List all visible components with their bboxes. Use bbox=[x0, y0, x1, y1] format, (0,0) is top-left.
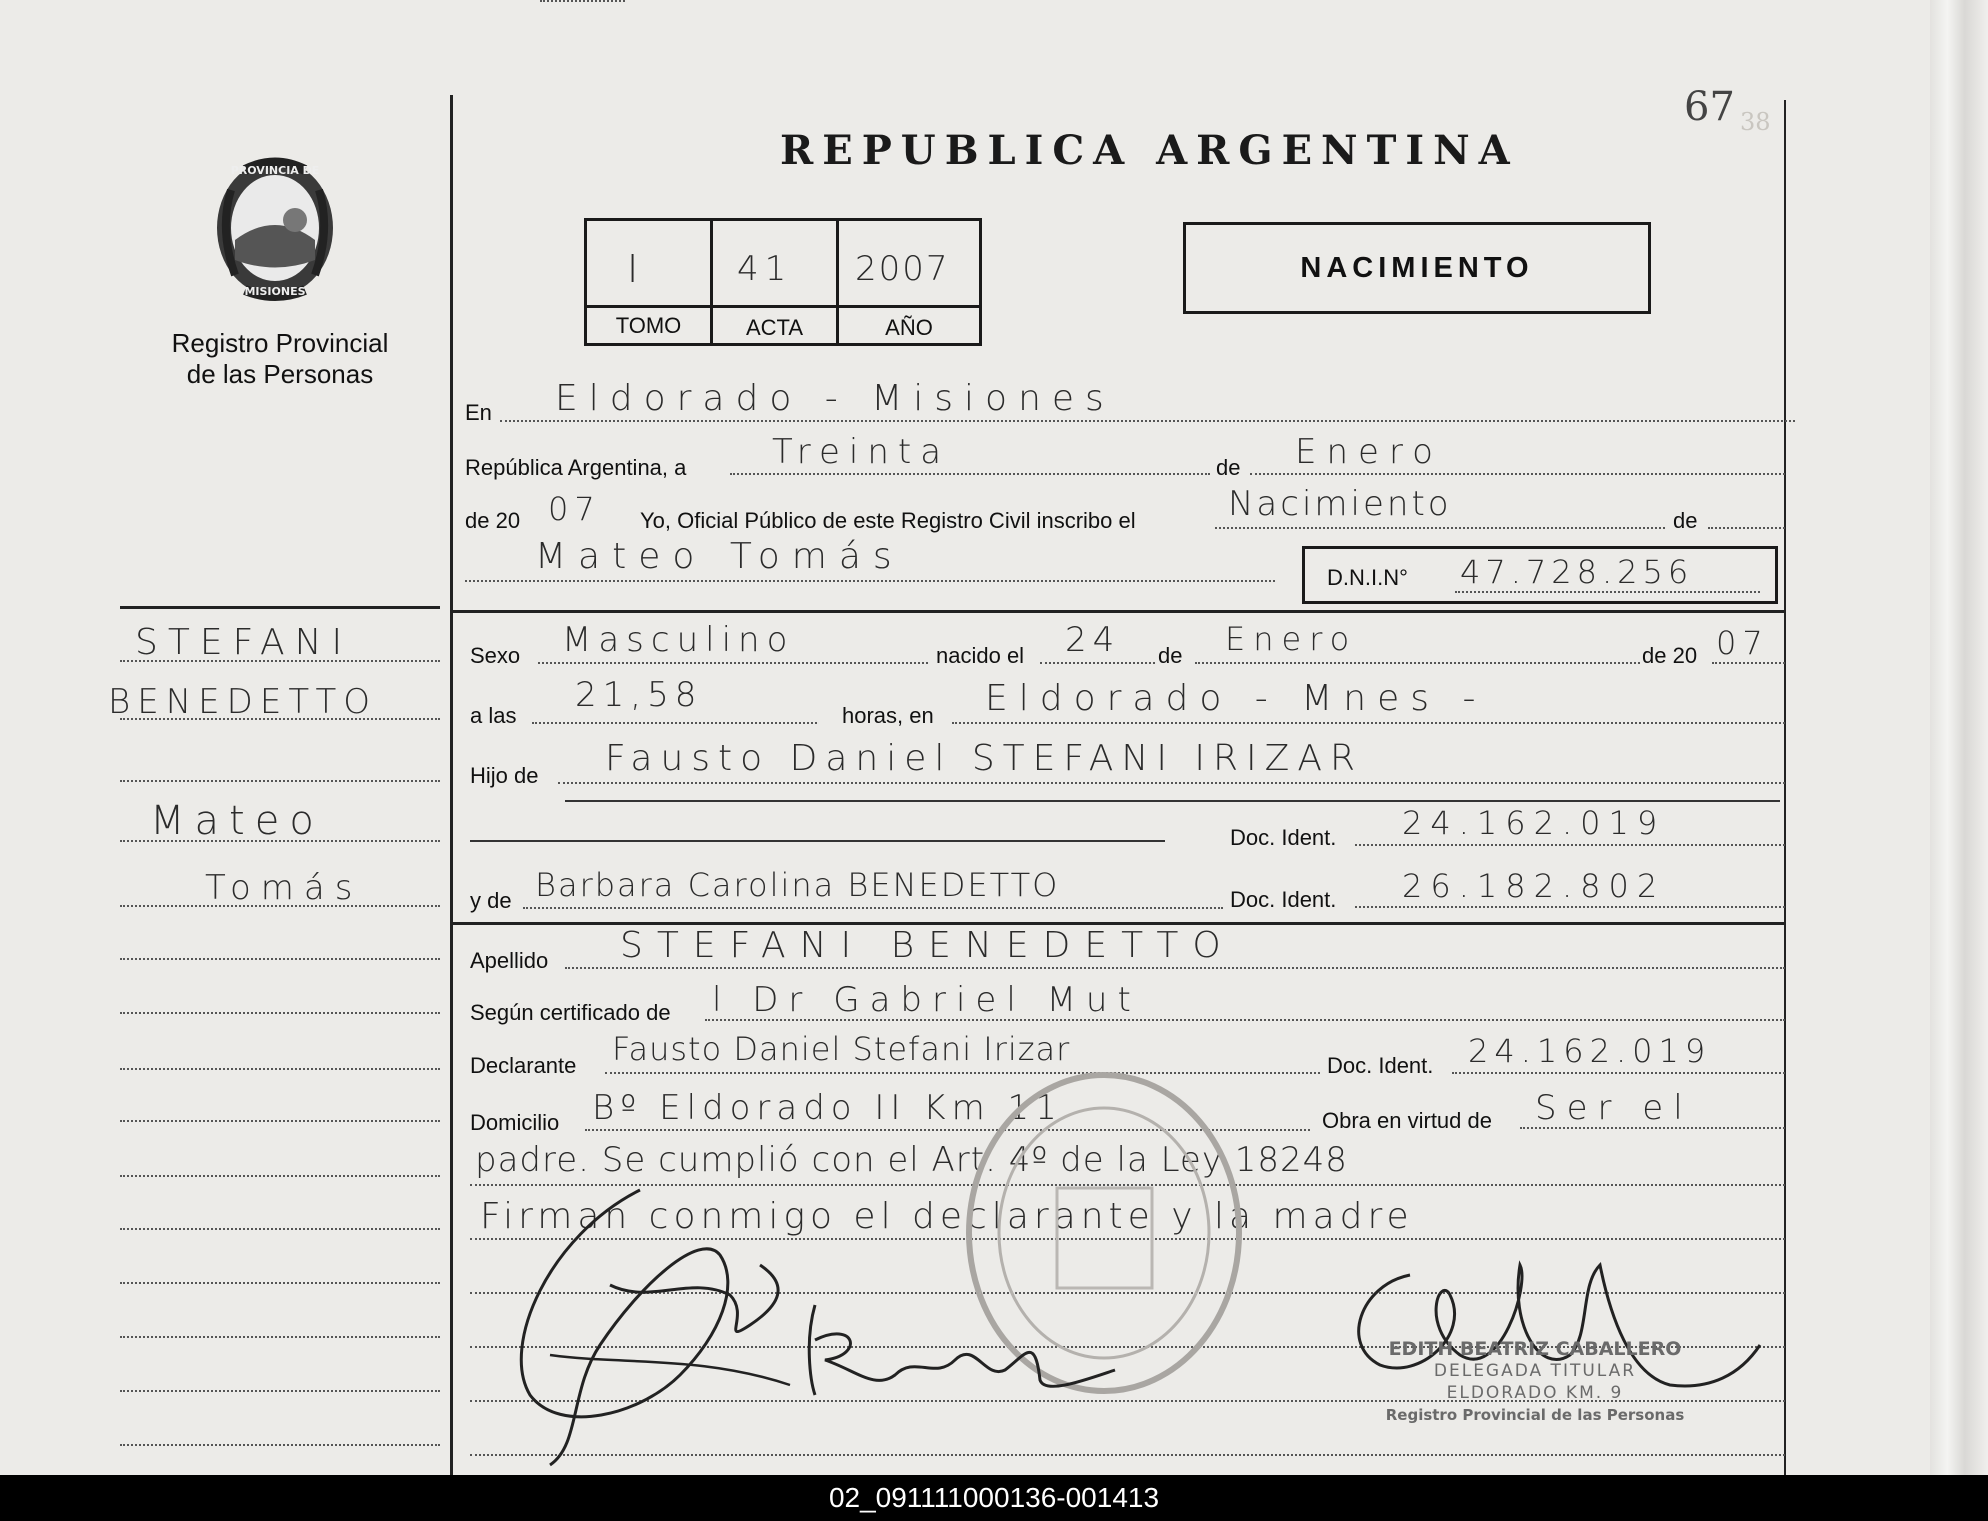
seal-bottom-text: MISIONES bbox=[244, 285, 306, 298]
field-line bbox=[952, 722, 1785, 724]
year-value: 07 bbox=[548, 490, 601, 528]
margin-line bbox=[120, 1444, 440, 1446]
birth-year-value: 07 bbox=[1716, 624, 1769, 662]
field-line bbox=[465, 580, 1275, 582]
field-line bbox=[1250, 473, 1785, 475]
act-type-box bbox=[1183, 222, 1651, 314]
page-number-ghost: 38 bbox=[1740, 108, 1771, 136]
dni-label: D.N.I.N° bbox=[1327, 565, 1408, 590]
doc-ident-label-mother: Doc. Ident. bbox=[1230, 887, 1337, 912]
field-line bbox=[532, 722, 817, 724]
page-number: 67 bbox=[1684, 84, 1735, 130]
surname-value: STEFANI BENEDETTO bbox=[620, 925, 1235, 966]
seal-top-text: PROVINCIA DE bbox=[230, 164, 320, 177]
reason-value: Ser el bbox=[1535, 1088, 1693, 1128]
obra-label: Obra en virtud de bbox=[1322, 1108, 1492, 1133]
act-type-label: NACIMIENTO bbox=[1300, 252, 1534, 284]
de-label-2: de bbox=[1673, 508, 1698, 533]
official-stamp bbox=[1335, 1338, 1735, 1426]
nacido-label: nacido el bbox=[936, 643, 1025, 668]
margin-line bbox=[120, 780, 440, 782]
doc-ident-label-declarant: Doc. Ident. bbox=[1327, 1053, 1434, 1078]
field-line bbox=[1355, 906, 1785, 908]
right-margin-rule bbox=[1784, 100, 1786, 1475]
field-line bbox=[538, 662, 928, 664]
reason-line-2: padre. Se cumplió con el Art. 4º de la Ley 18248 bbox=[475, 1140, 1348, 1180]
act-value: Nacimiento bbox=[1228, 484, 1452, 524]
field-line bbox=[1452, 1072, 1785, 1074]
ano-label: AÑO bbox=[885, 315, 933, 340]
field-line bbox=[558, 782, 1785, 784]
field-line bbox=[1215, 527, 1665, 529]
record-number-box bbox=[584, 218, 982, 346]
doc-ident-label-father: Doc. Ident. bbox=[1230, 825, 1337, 850]
stamp-line-4: Registro Provincial de las Personas bbox=[1385, 1406, 1685, 1424]
father-doc-value: 24.162.019 bbox=[1402, 804, 1666, 842]
margin-line bbox=[120, 1390, 440, 1392]
sexo-label: Sexo bbox=[470, 643, 521, 668]
declarant-value: Fausto Daniel Stefani Irizar bbox=[612, 1030, 1071, 1068]
mother-doc-value: 26.182.802 bbox=[1402, 867, 1666, 905]
reason-line-3: Firman conmigo el declarante y la madre bbox=[480, 1196, 1414, 1237]
father-rule bbox=[565, 800, 1780, 802]
tomo-value: I bbox=[627, 247, 645, 291]
field-line bbox=[1195, 662, 1640, 664]
field-line bbox=[565, 967, 1785, 969]
stamp-line-1: EDITH BEATRIZ CABALLERO bbox=[1388, 1338, 1682, 1360]
apellido-label: Apellido bbox=[470, 948, 549, 973]
section-rule bbox=[452, 610, 1784, 613]
year-prefix-label: de 20 bbox=[465, 508, 521, 533]
month-value: Enero bbox=[1295, 432, 1443, 472]
place-value: Eldorado - Misiones bbox=[555, 378, 1115, 419]
margin-line bbox=[120, 1012, 440, 1014]
birth-hour-value: 21,58 bbox=[575, 675, 703, 715]
domicile-value: Bº Eldorado II Km 11 bbox=[592, 1088, 1063, 1128]
acta-label: ACTA bbox=[745, 315, 804, 340]
alas-label: a las bbox=[470, 703, 517, 728]
margin-line bbox=[120, 1068, 440, 1070]
de-label-3: de bbox=[1158, 643, 1183, 668]
birth-month-value: Enero bbox=[1225, 620, 1358, 658]
child-name-value: Mateo Tomás bbox=[535, 536, 904, 577]
country-title: REPUBLICA ARGENTINA bbox=[780, 127, 1519, 174]
official-text: Yo, Oficial Público de este Registro Civil inscribo el bbox=[640, 508, 1136, 533]
yde-label: y de bbox=[470, 888, 512, 913]
registry-line-1: Registro Provincial bbox=[171, 328, 389, 358]
margin-top-rule bbox=[120, 606, 440, 609]
dni-box bbox=[1302, 546, 1778, 604]
field-line bbox=[1708, 527, 1785, 529]
certificate-value: l Dr Gabriel Mut bbox=[712, 980, 1141, 1020]
de-label: de bbox=[1216, 455, 1241, 480]
registry-name bbox=[140, 328, 420, 390]
field-line bbox=[730, 473, 1210, 475]
acta-value: 41 bbox=[737, 249, 793, 289]
field-line bbox=[1355, 844, 1785, 846]
tomo-label: TOMO bbox=[615, 313, 682, 338]
father-name-value: Fausto Daniel STEFANI IRIZAR bbox=[605, 738, 1363, 779]
margin-line bbox=[120, 958, 440, 960]
field-line bbox=[500, 420, 1795, 422]
hijo-label: Hijo de bbox=[470, 763, 539, 788]
field-line bbox=[1712, 662, 1785, 664]
margin-line bbox=[120, 1175, 440, 1177]
dni-value: 47.728.256 bbox=[1460, 553, 1694, 591]
declarante-label: Declarante bbox=[470, 1053, 577, 1078]
field-line bbox=[523, 907, 1223, 909]
stamp-line-2: DELEGADA TITULAR bbox=[1433, 1361, 1637, 1381]
republica-label: República Argentina, a bbox=[465, 455, 687, 480]
province-seal-logo bbox=[205, 150, 345, 305]
margin-note-name-2: Tomás bbox=[205, 868, 363, 908]
margin-line bbox=[120, 1282, 440, 1284]
birth-day-value: 24 bbox=[1065, 620, 1121, 660]
field-line bbox=[1455, 591, 1760, 593]
margin-line bbox=[120, 1336, 440, 1338]
en-label: En bbox=[465, 400, 492, 425]
footer-bar bbox=[0, 1475, 1988, 1521]
declarant-doc-value: 24.162.019 bbox=[1468, 1032, 1712, 1070]
certificado-label: Según certificado de bbox=[470, 1000, 671, 1025]
margin-line bbox=[120, 1228, 440, 1230]
mother-name-value: Barbara Carolina BENEDETTO bbox=[535, 866, 1060, 904]
margin-note-surname-1: STEFANI bbox=[135, 622, 353, 663]
paper-edge bbox=[1930, 0, 1988, 1475]
de20-label: de 20 bbox=[1642, 643, 1698, 668]
domicilio-label: Domicilio bbox=[470, 1110, 560, 1135]
stamp-line-3: ELDORADO KM. 9 bbox=[1446, 1383, 1624, 1403]
margin-line bbox=[120, 1120, 440, 1122]
left-margin-rule bbox=[450, 95, 453, 1475]
file-id: 02_091111000136-001413 bbox=[828, 1482, 1160, 1513]
horas-label: horas, en bbox=[842, 703, 934, 728]
margin-note-surname-2: BENEDETTO bbox=[108, 682, 378, 722]
field-line bbox=[1040, 662, 1155, 664]
day-value: Treinta bbox=[772, 432, 951, 472]
margin-note-name-1: Mateo bbox=[150, 798, 324, 844]
registry-line-2: de las Personas bbox=[186, 359, 374, 389]
father-rule-2 bbox=[470, 840, 1165, 842]
mother-signature bbox=[785, 1300, 1125, 1400]
ano-value: 2007 bbox=[855, 249, 950, 289]
birth-place-value: Eldorado - Mnes - bbox=[985, 678, 1487, 719]
field-line bbox=[540, 0, 625, 2]
sexo-value: Masculino bbox=[562, 620, 795, 660]
